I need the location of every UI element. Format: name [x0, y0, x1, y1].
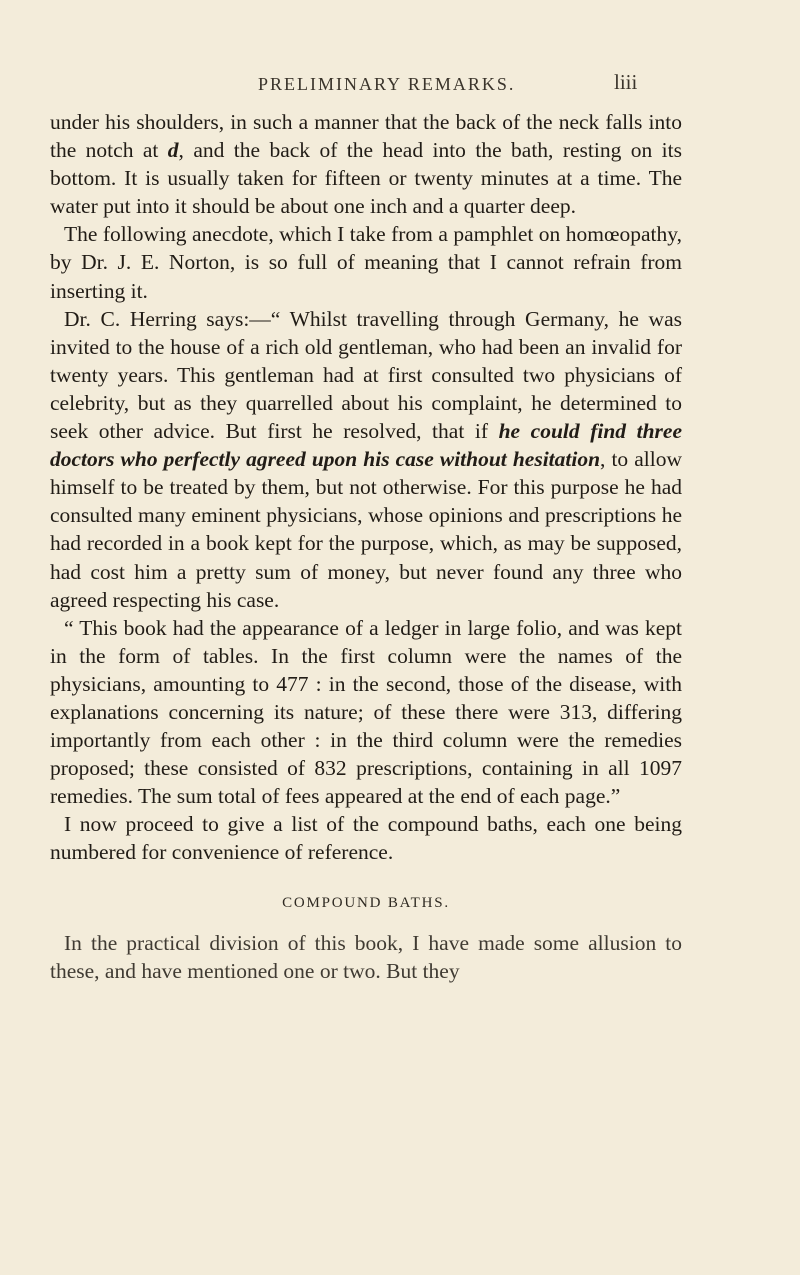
paragraph-1-text-rest: , and the back of the head into the bath, resting on its bottom. It is usually taken for fifteen or twenty minutes at a time. The water put into it should be about one inch and a quarter deep.: [50, 138, 682, 219]
paragraph-3-text-rest: , to allow himself to be treated by them, but not otherwise. For this purpose he had consulted many eminent physicians, whose opinions and prescriptions he had recorded in a book kept for the purpose, which, as may be supposed, had cost him a pretty sum of money, but never found any three who agreed respecting his case.: [50, 447, 682, 612]
paragraph-3-text: Dr. C. Herring says:—“ Whilst travelling through Germany, he was invited to the house of a rich old gentleman, who had been an invalid for twenty years. This gentleman had at first consulted two physicians of celebrity, but as they quarrelled about his complaint, he determined to seek other advice. But first he resolved, that if: [50, 306, 682, 444]
paragraph-1-text: under his shoulders, in such a manner that the back of the neck falls into the notch at: [50, 110, 682, 163]
body-text: [50, 108, 682, 985]
running-header: PRELIMINARY REMARKS.: [258, 74, 516, 94]
paragraph-2: The following anecdote, which I take from a pamphlet on homœopathy, by Dr. J. E. Norton, is so full of meaning that I cannot refrain from inserting it.: [50, 222, 682, 303]
paragraph-3: [50, 305, 682, 614]
paragraph-3-italic: he could find three doctors who perfectly agreed upon his case without hesitation: [50, 419, 682, 472]
paragraph-1: [50, 108, 682, 220]
paragraph-5: I now proceed to give a list of the compound baths, each one being numbered for convenience of reference.: [50, 812, 682, 865]
paragraph-1-italic: d: [167, 138, 179, 163]
paragraph-4: “ This book had the appearance of a ledger in large folio, and was kept in the form of tables. In the first column were the names of the physicians, amounting to 477 : in the second, those of the disease, with explanations concerning its nature; of these there were 313, differing importantly from each other : in the third column were the remedies proposed; these consisted of 832 prescriptions, containing in all 1097 remedies. The sum total of fees appeared at the end of each page.”: [50, 615, 682, 809]
page-number: liii: [614, 70, 638, 94]
paragraph-6: In the practical division of this book, I have made some allusion to these, and have mentioned one or two. But they: [50, 930, 682, 983]
section-heading: COMPOUND BATHS.: [282, 894, 450, 911]
